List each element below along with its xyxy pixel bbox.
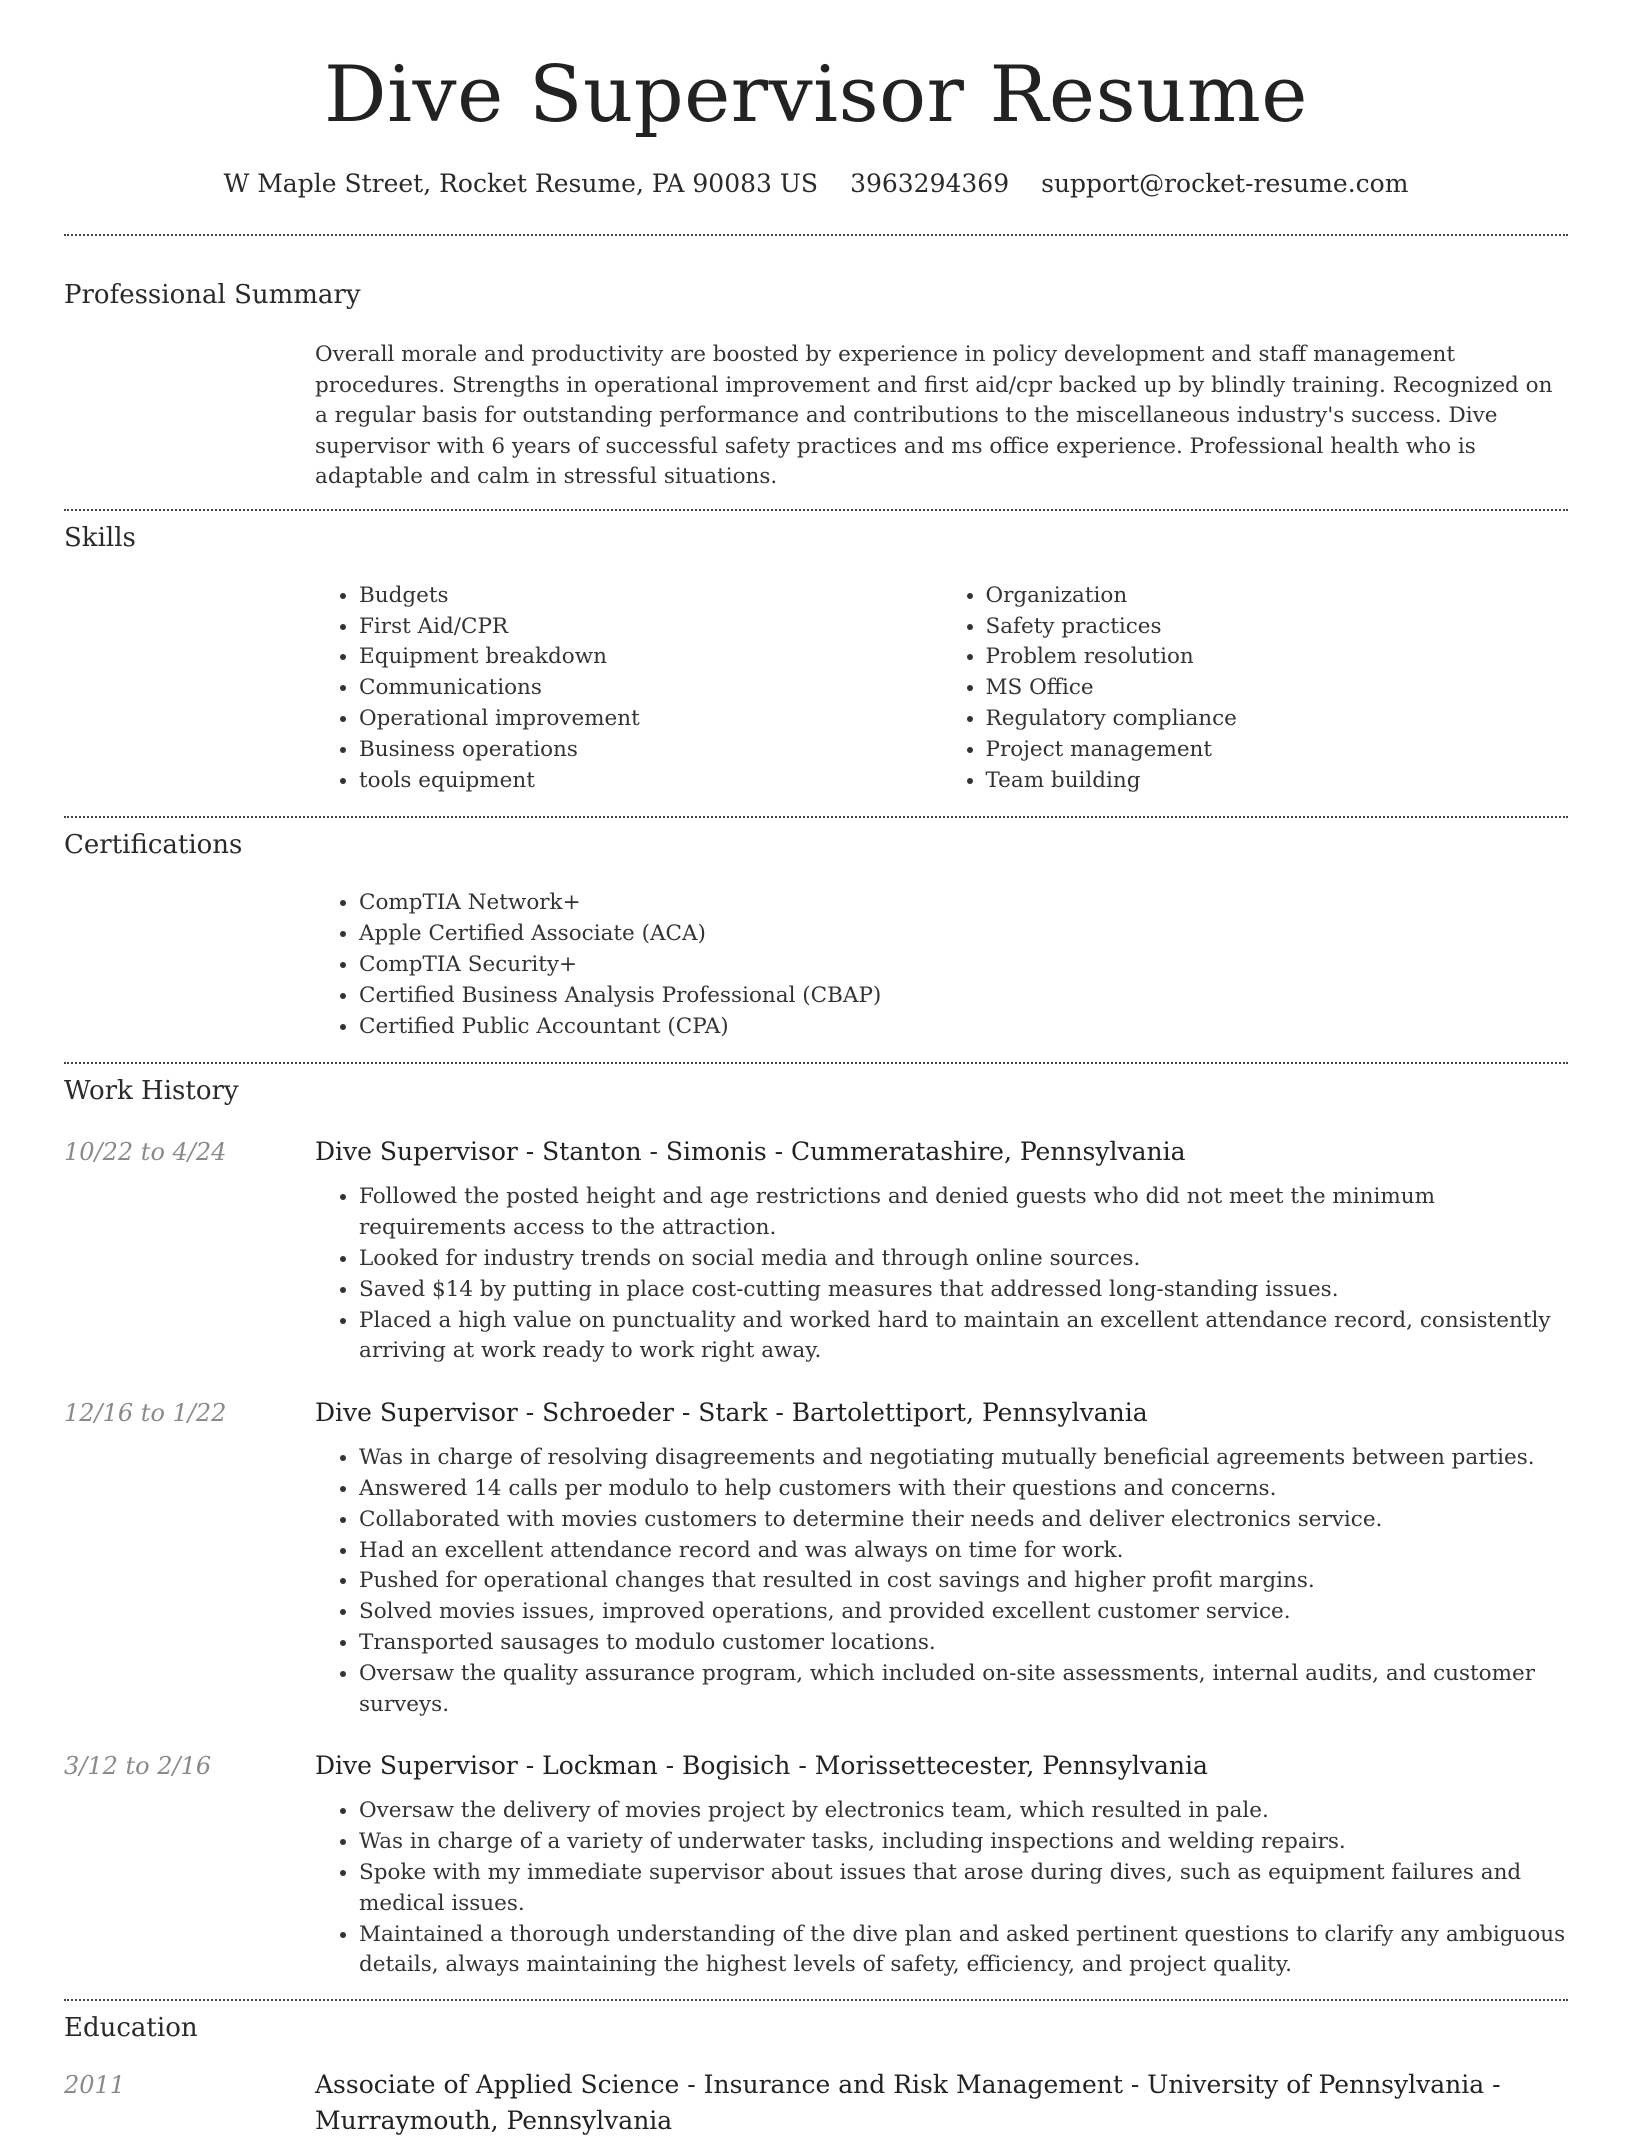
job-entry (64, 1134, 1568, 1367)
skills-columns (315, 581, 1568, 817)
skill-item: • Project management (986, 735, 1569, 766)
resume-header (64, 0, 1568, 198)
certification-item: • Certified Business Analysis Professional (CBAP) (359, 981, 1568, 1012)
job-bullet: • Oversaw the quality assurance program, which included on-site assessments, internal audits, and customer surveys. (359, 1659, 1568, 1721)
summary-heading: Professional Summary (64, 280, 361, 311)
certifications-heading: Certifications (64, 830, 243, 861)
skills-section (64, 511, 1568, 817)
skill-item: • tools equipment (359, 766, 942, 797)
education-date: 2011 (64, 2071, 126, 2100)
contact-line (64, 169, 1568, 198)
education-degree: Associate of Applied Science - Insurance and Risk Management - University of Pennsylvania - Murraymouth, Pennsylvania (315, 2070, 1501, 2136)
job-bullet: • Was in charge of resolving disagreements and negotiating mutually beneficial agreements between parties. (359, 1443, 1568, 1474)
jobs-list (64, 1134, 1568, 1999)
job-bullet: • Answered 14 calls per modulo to help customers with their questions and concerns. (359, 1474, 1568, 1505)
skills-heading: Skills (64, 522, 136, 553)
skills-list-left (315, 581, 942, 797)
certification-item: • CompTIA Security+ (359, 950, 1568, 981)
job-body (315, 1134, 1568, 1367)
job-bullet: • Was in charge of a variety of underwater tasks, including inspections and welding repairs. (359, 1827, 1568, 1858)
skill-item: • Operational improvement (359, 704, 942, 735)
certifications-section (64, 818, 1568, 1062)
email-text: support@rocket-resume.com (1041, 169, 1409, 199)
work-history-heading: Work History (64, 1076, 239, 1107)
skill-item: • Problem resolution (986, 642, 1569, 673)
skill-item: • Equipment breakdown (359, 642, 942, 673)
education-entry (64, 2067, 1568, 2139)
skill-item: • Organization (986, 581, 1569, 612)
job-bullet: • Oversaw the delivery of movies project by electronics team, which resulted in pale. (359, 1796, 1568, 1827)
job-bullet: • Pushed for operational changes that resulted in cost savings and higher profit margins. (359, 1566, 1568, 1597)
job-bullet: • Placed a high value on punctuality and worked hard to maintain an excellent attendance record, consistently arriving at work ready to work right away. (359, 1306, 1568, 1368)
skill-item: • Budgets (359, 581, 942, 612)
education-heading: Education (64, 2013, 198, 2044)
phone-text: 3963294369 (850, 169, 1010, 199)
job-dates: 3/12 to 2/16 (64, 1752, 212, 1781)
skill-item: • Regulatory compliance (986, 704, 1569, 735)
certification-item: • Apple Certified Associate (ACA) (359, 919, 1568, 950)
certifications-list (315, 888, 1568, 1042)
skill-item: • First Aid/CPR (359, 612, 942, 643)
job-title: Dive Supervisor - Stanton - Simonis - Cummeratashire, Pennsylvania (315, 1137, 1186, 1167)
work-history-section (64, 1064, 1568, 1999)
skill-item: • Business operations (359, 735, 942, 766)
job-body (315, 1395, 1568, 1720)
skill-item: • Team building (986, 766, 1569, 797)
summary-section (64, 236, 1568, 509)
job-bullet: • Saved $14 by putting in place cost-cutting measures that addressed long-standing issues. (359, 1275, 1568, 1306)
job-title: Dive Supervisor - Lockman - Bogisich - Morissettecester, Pennsylvania (315, 1751, 1208, 1781)
job-entry (64, 1748, 1568, 1981)
certification-item: • Certified Public Accountant (CPA) (359, 1012, 1568, 1043)
job-bullets (315, 1443, 1568, 1720)
education-section (64, 2001, 1568, 2139)
job-bullet: • Transported sausages to modulo customer locations. (359, 1628, 1568, 1659)
address-text: W Maple Street, Rocket Resume, PA 90083 US (223, 169, 819, 199)
page-title: Dive Supervisor Resume (324, 50, 1308, 140)
skills-list-right (942, 581, 1569, 797)
job-entry (64, 1395, 1568, 1720)
job-title: Dive Supervisor - Schroeder - Stark - Bartolettiport, Pennsylvania (315, 1398, 1148, 1428)
job-bullet: • Spoke with my immediate supervisor about issues that arose during dives, such as equipment failures and medical issues. (359, 1858, 1568, 1920)
job-bullet: • Looked for industry trends on social media and through online sources. (359, 1244, 1568, 1275)
job-bullet: • Followed the posted height and age restrictions and denied guests who did not meet the minimum requirements access to the attraction. (359, 1182, 1568, 1244)
job-bullet: • Collaborated with movies customers to determine their needs and deliver electronics service. (359, 1505, 1568, 1536)
job-dates: 10/22 to 4/24 (64, 1138, 227, 1167)
job-body (315, 1748, 1568, 1981)
certifications-content (315, 888, 1568, 1062)
job-bullets (315, 1182, 1568, 1367)
job-bullet: • Maintained a thorough understanding of the dive plan and asked pertinent questions to clarify any ambiguous details, always maintaining the highest levels of safety, efficiency, and project quality. (359, 1920, 1568, 1982)
job-dates: 12/16 to 1/22 (64, 1399, 227, 1428)
summary-text: Overall morale and productivity are boosted by experience in policy development and staff management procedures. Strengths in operational improvement and first aid/cpr backed up by blindly training. Recognized on a regular basis for outstanding performance and contributions to the miscellaneous industry's success. Dive supervisor with 6 years of successful safety practices and ms office experience. Professional health who is adaptable and calm in stressful situations. (315, 342, 1553, 490)
certification-item: • CompTIA Network+ (359, 888, 1568, 919)
skill-item: • Safety practices (986, 612, 1569, 643)
job-bullet: • Had an excellent attendance record and was always on time for work. (359, 1536, 1568, 1567)
job-bullet: • Solved movies issues, improved operations, and provided excellent customer service. (359, 1597, 1568, 1628)
skill-item: • Communications (359, 673, 942, 704)
skill-item: • MS Office (986, 673, 1569, 704)
job-bullets (315, 1796, 1568, 1981)
education-body (315, 2067, 1568, 2139)
